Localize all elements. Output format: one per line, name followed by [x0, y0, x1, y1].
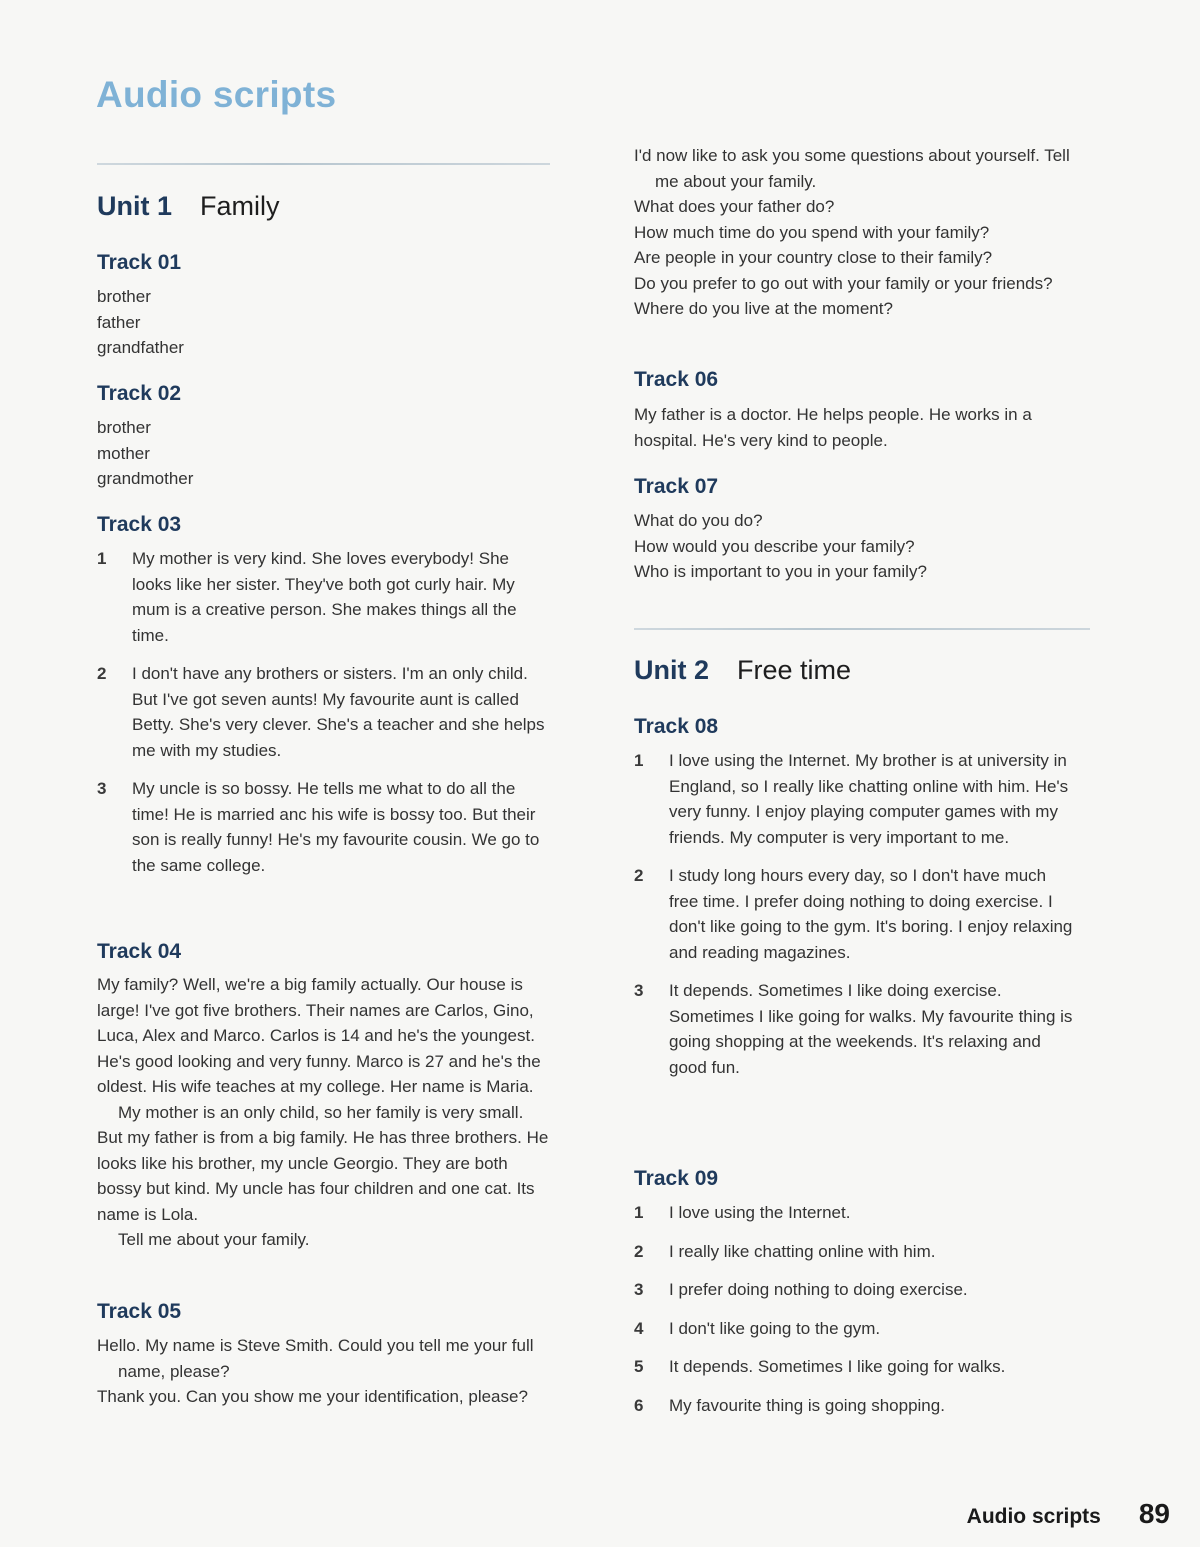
list-item [97, 661, 547, 763]
track-heading: Track 07 [634, 475, 719, 498]
track-text [634, 508, 1084, 585]
word: grandmother [97, 469, 194, 488]
script-line: Thank you. Can you show me your identification, please? [97, 1387, 528, 1406]
script-line: Who is important to you in your family? [634, 562, 927, 581]
item-number: 1 [634, 751, 644, 770]
item-text: I love using the Internet. [669, 1203, 851, 1222]
track-heading: Track 04 [97, 940, 182, 963]
list-item [634, 1200, 1080, 1226]
numbered-list [97, 546, 547, 891]
item-number: 1 [97, 549, 107, 568]
item-text: I prefer doing nothing to doing exercise. [669, 1280, 968, 1299]
track-text [97, 415, 537, 492]
list-item [634, 1354, 1080, 1380]
script-line: I'd now like to ask you some questions about yourself. Tell me about your family. [634, 146, 1070, 191]
track-text [634, 402, 1084, 453]
item-number: 1 [634, 1203, 644, 1222]
track-heading: Track 06 [634, 368, 719, 391]
list-item [97, 776, 547, 878]
script-line: How much time do you spend with your family? [634, 222, 990, 242]
track-text [634, 143, 1084, 322]
list-item [634, 978, 1080, 1080]
numbered-list [634, 748, 1080, 1093]
word: brother [97, 287, 151, 306]
item-number: 2 [634, 1241, 644, 1261]
word: brother [97, 418, 151, 437]
section-divider [634, 628, 1090, 630]
script-line: Hello. My name is Steve Smith. Could you tell me your full name, please? [97, 1336, 534, 1381]
item-number: 3 [97, 779, 107, 798]
list-item [634, 1239, 1080, 1265]
unit-heading [97, 190, 280, 222]
item-number: 6 [634, 1395, 644, 1415]
item-text: It depends. Sometimes I like going for walks. [669, 1357, 1006, 1376]
track-heading: Track 05 [97, 1300, 182, 1323]
item-text: I don't like going to the gym. [669, 1318, 881, 1338]
item-text: My favourite thing is going shopping. [669, 1395, 945, 1415]
list-item [634, 863, 1080, 965]
item-text: My mother is very kind. She loves everybody! She looks like her sister. They've both got curly hair. My mum is a creative person. She makes things all the time. [132, 549, 517, 645]
script-line: What does your father do? [634, 197, 835, 216]
numbered-list [634, 1200, 1080, 1431]
word: mother [97, 443, 150, 463]
paragraph: Tell me about your family. [118, 1230, 310, 1249]
unit-name: Family [200, 191, 280, 221]
unit-heading [634, 654, 851, 686]
item-text: I love using the Internet. My brother is at university in England, so I really like chatting online with him. He's very funny. I enjoy playing computer games with my friends. My computer is very important to me. [669, 751, 1069, 847]
track-heading: Track 03 [97, 513, 182, 536]
word: grandfather [97, 338, 184, 357]
list-item [634, 1277, 1080, 1303]
paragraph: My family? Well, we're a big family actually. Our house is large! I've got five brothers. Their names are Carlos, Gino, Luca, Alex and Marco. Carlos is 14 and he's the youngest. He's good looking and very funny. Marco is 27 and he's the oldest. His wife teaches at my college. Her name is Maria. [97, 975, 541, 1096]
page-number: 89 [1138, 1498, 1170, 1529]
list-item [634, 748, 1080, 850]
script-line: Are people in your country close to their family? [634, 248, 993, 267]
item-number: 2 [97, 664, 107, 683]
page-footer [967, 1498, 1170, 1530]
item-text: I really like chatting online with him. [669, 1241, 936, 1261]
item-text: I study long hours every day, so I don't have much free time. I prefer doing nothing to doing exercise. I don't like going to the gym. It's boring. I enjoy relaxing and reading magazines. [669, 866, 1073, 962]
track-text [97, 1333, 537, 1410]
track-heading: Track 09 [634, 1167, 719, 1190]
section-divider [97, 163, 550, 165]
unit-number: Unit 2 [634, 655, 710, 685]
script-line: What do you do? [634, 511, 763, 530]
script-line: How would you describe your family? [634, 536, 915, 556]
track-text [97, 284, 537, 361]
track-text [97, 972, 553, 1253]
page-title: Audio scripts [96, 74, 337, 115]
track-heading: Track 08 [634, 715, 719, 738]
list-item [634, 1393, 1080, 1419]
word: father [97, 312, 141, 332]
paragraph: My mother is an only child, so her family is very small. But my father is from a big family. He has three brothers. He looks like his brother, my uncle Georgio. They are both bossy but kind. My uncle has four children and one cat. Its name is Lola. [97, 1102, 549, 1224]
track-heading: Track 01 [97, 251, 182, 274]
script-line: Where do you live at the moment? [634, 299, 893, 318]
item-text: It depends. Sometimes I like doing exercise. Sometimes I like going for walks. My favourite thing is going shopping at the weekends. It's relaxing and good fun. [669, 981, 1073, 1077]
list-item [634, 1316, 1080, 1342]
item-number: 3 [634, 1280, 644, 1299]
item-number: 2 [634, 866, 644, 885]
unit-name: Free time [737, 655, 852, 685]
unit-number: Unit 1 [97, 191, 173, 221]
item-text: My uncle is so bossy. He tells me what to do all the time! He is married anc his wife is bossy too. But their son is really funny! He's my favourite cousin. We go to the same college. [132, 779, 540, 875]
item-number: 3 [634, 981, 644, 1000]
item-number: 5 [634, 1357, 644, 1376]
script-line: Do you prefer to go out with your family or your friends? [634, 273, 1053, 293]
item-number: 4 [634, 1318, 644, 1338]
paragraph: My father is a doctor. He helps people. He works in a hospital. He's very kind to people. [634, 405, 1032, 450]
item-text: I don't have any brothers or sisters. I'm an only child. But I've got seven aunts! My favourite aunt is called Betty. She's very clever. She's a teacher and she helps me with my studies. [132, 664, 545, 760]
footer-label: Audio scripts [966, 1505, 1101, 1528]
list-item [97, 546, 547, 648]
track-heading: Track 02 [97, 382, 182, 405]
